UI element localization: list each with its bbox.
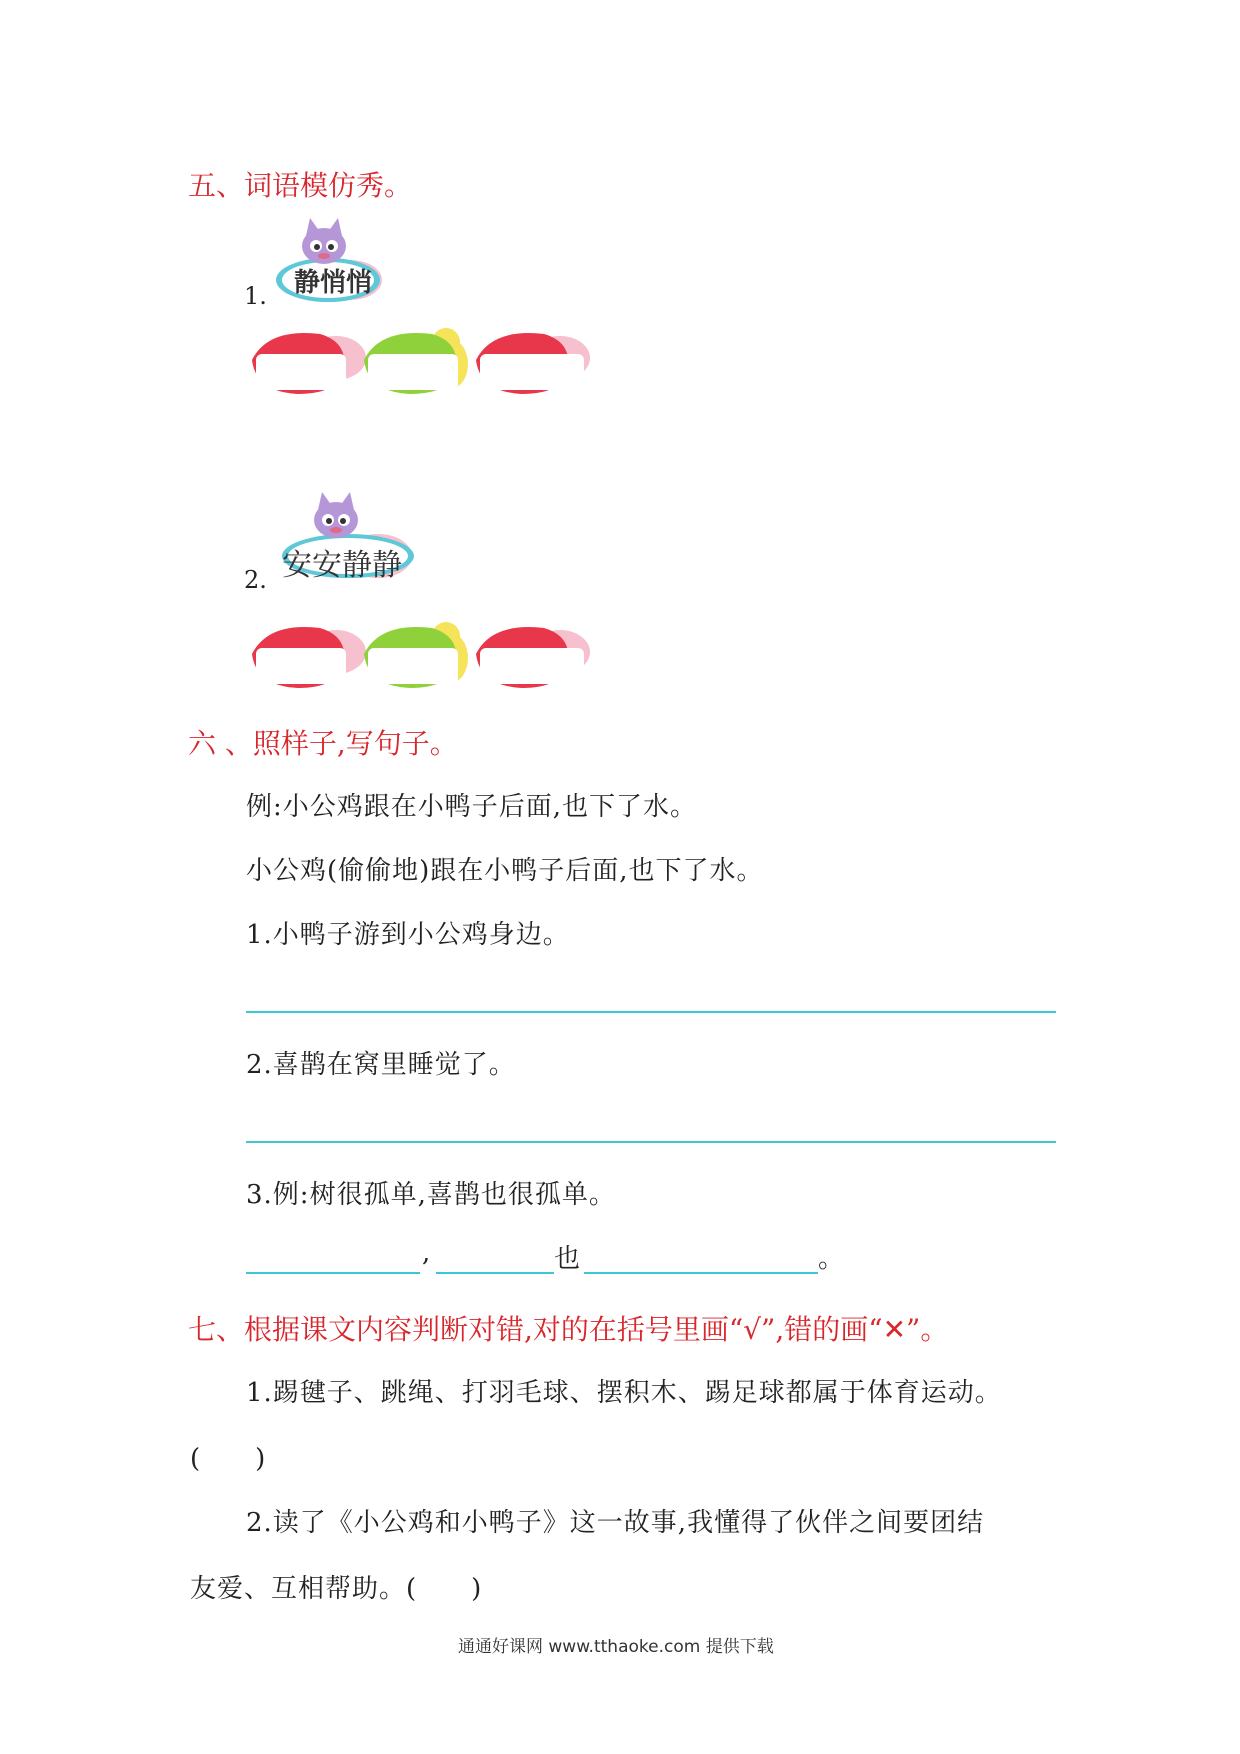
section6-heading: 六 、照样子,写句子。 bbox=[188, 727, 458, 760]
judge-q2-line2: 友爱、互相帮助。( ) bbox=[190, 1574, 483, 1604]
answer-line-1[interactable] bbox=[246, 1011, 1056, 1013]
blank-bubble-green-icon bbox=[364, 622, 468, 688]
q3-comma: , bbox=[422, 1238, 432, 1268]
q3-period: 。 bbox=[818, 1244, 846, 1274]
question-2: 2.喜鹊在窝里睡觉了。 bbox=[246, 1050, 516, 1080]
example-modified: 小公鸡(偷偷地)跟在小鸭子后面,也下了水。 bbox=[246, 856, 764, 886]
question-3: 3.例:树很孤单,喜鹊也很孤单。 bbox=[246, 1180, 616, 1210]
judge-q1-line1: 1.踢毽子、跳绳、打羽毛球、摆积木、踢足球都属于体育运动。 bbox=[246, 1378, 1002, 1408]
blank-bubble-red-icon bbox=[476, 627, 590, 688]
blank-bubble-red-icon bbox=[252, 333, 366, 394]
answer-line-2[interactable] bbox=[246, 1141, 1056, 1143]
item2-word: 安安静静 bbox=[282, 548, 402, 583]
blank-bubbles-row-1 bbox=[248, 324, 598, 400]
question-1: 1.小鸭子游到小公鸡身边。 bbox=[246, 920, 570, 950]
answer-blank-3a[interactable] bbox=[246, 1272, 420, 1274]
section5-heading: 五、词语模仿秀。 bbox=[188, 169, 413, 202]
answer-blank-3c[interactable] bbox=[584, 1272, 818, 1274]
blank-bubble-red-icon bbox=[252, 627, 366, 688]
item1-number: 1. bbox=[244, 282, 267, 310]
judge-q1-answer-box[interactable]: ( ) bbox=[190, 1444, 267, 1474]
q3-also: 也 bbox=[554, 1244, 582, 1274]
footer-text: 通通好课网 www.tthaoke.com 提供下载 bbox=[458, 1637, 774, 1657]
blank-bubble-red-icon bbox=[476, 333, 590, 394]
answer-blank-3b[interactable] bbox=[436, 1272, 554, 1274]
blank-bubbles-row-2 bbox=[248, 618, 598, 694]
example-original: 例:小公鸡跟在小鸭子后面,也下了水。 bbox=[246, 792, 698, 822]
blank-bubble-green-icon bbox=[364, 328, 468, 394]
item1-word: 静悄悄 bbox=[294, 268, 373, 298]
section7-heading: 七、根据课文内容判断对错,对的在括号里画“√”,错的画“✕”。 bbox=[188, 1313, 949, 1346]
item2-number: 2. bbox=[244, 566, 267, 594]
judge-q2-line1: 2.读了《小公鸡和小鸭子》这一故事,我懂得了伙伴之间要团结 bbox=[246, 1508, 985, 1538]
